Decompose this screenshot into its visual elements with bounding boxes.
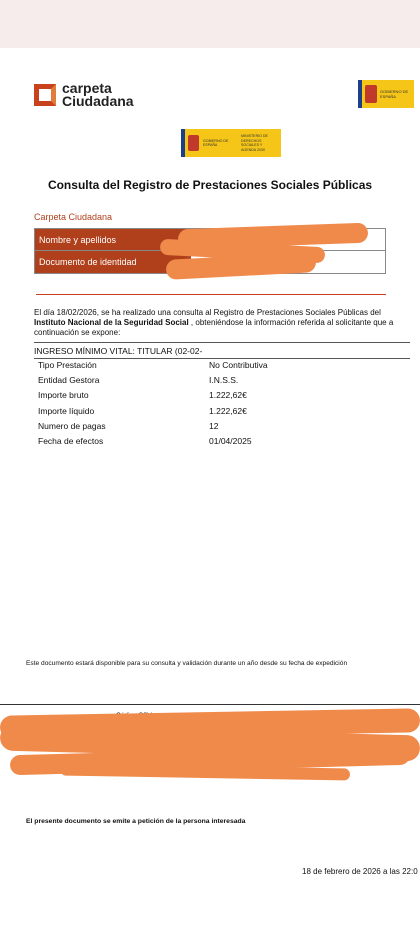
benefit-details	[38, 357, 378, 449]
coat-of-arms-icon	[365, 85, 377, 103]
carpeta-ciudadana-logo	[34, 82, 134, 108]
detail-row	[38, 433, 378, 448]
ministry-banner	[181, 129, 281, 157]
coat-of-arms-icon	[188, 135, 199, 151]
detail-value: 12	[209, 420, 219, 431]
detail-label: Entidad Gestora	[38, 374, 100, 385]
petition-statement: El presente documento se emite a petición de la persona interesada	[26, 818, 246, 825]
institution-name: Instituto Nacional de la Seguridad Social	[34, 318, 189, 327]
detail-label: Numero de pagas	[38, 420, 106, 431]
detail-row	[38, 403, 378, 418]
detail-row	[38, 388, 378, 403]
detail-label: Tipo Prestación	[38, 359, 97, 370]
detail-value: I.N.S.S.	[209, 374, 239, 385]
detail-row	[38, 418, 378, 433]
gobierno-badge	[358, 80, 414, 108]
identity-label: Documento de identidad	[35, 251, 191, 273]
detail-label: Fecha de efectos	[38, 436, 104, 447]
detail-row	[38, 372, 378, 387]
document-title: Consulta del Registro de Prestaciones Sociales Públicas	[47, 178, 373, 192]
detail-value: 1.222,62€	[209, 405, 247, 416]
availability-notice: Este documento estará disponible para su consulta y validación durante un año desde su fecha de expedición	[26, 660, 348, 667]
benefit-title: INGRESO MÍNIMO VITAL: TITULAR (02-02-	[34, 342, 410, 359]
section-divider	[36, 294, 386, 295]
logo-text-line2: Ciudadana	[62, 93, 134, 109]
logo-icon	[34, 84, 56, 106]
logo-text-line1: carpeta	[62, 80, 112, 96]
section-label: Carpeta Ciudadana	[34, 212, 113, 222]
ministry-left-text: GOBIERNO DE ESPAÑA	[203, 138, 229, 147]
gov-badge-text: GOBIERNO DE ESPAÑA	[380, 89, 409, 99]
detail-value: 1.222,62€	[209, 390, 247, 401]
detail-value: 01/04/2025	[209, 436, 252, 447]
detail-label: Importe bruto	[38, 390, 89, 401]
issue-date: 18 de febrero de 2026 a las 22:0	[302, 867, 418, 876]
intro-paragraph: El día 18/02/2026, se ha realizado una consulta al Registro de Prestaciones Sociales Públicas del Instituto Nacional de la Seguridad Social , obteniéndose la información referida al solicitante que a continuación se expone:	[34, 308, 394, 337]
detail-label: Importe líquido	[38, 405, 95, 416]
top-margin-band	[0, 0, 420, 48]
ministry-right-text: MINISTERIO DE DERECHOS SOCIALES Y AGENDA 2030	[241, 134, 268, 152]
detail-value: No Contributiva	[209, 359, 268, 370]
detail-row	[38, 357, 378, 372]
identity-label: Nombre y apellidos	[35, 229, 191, 250]
